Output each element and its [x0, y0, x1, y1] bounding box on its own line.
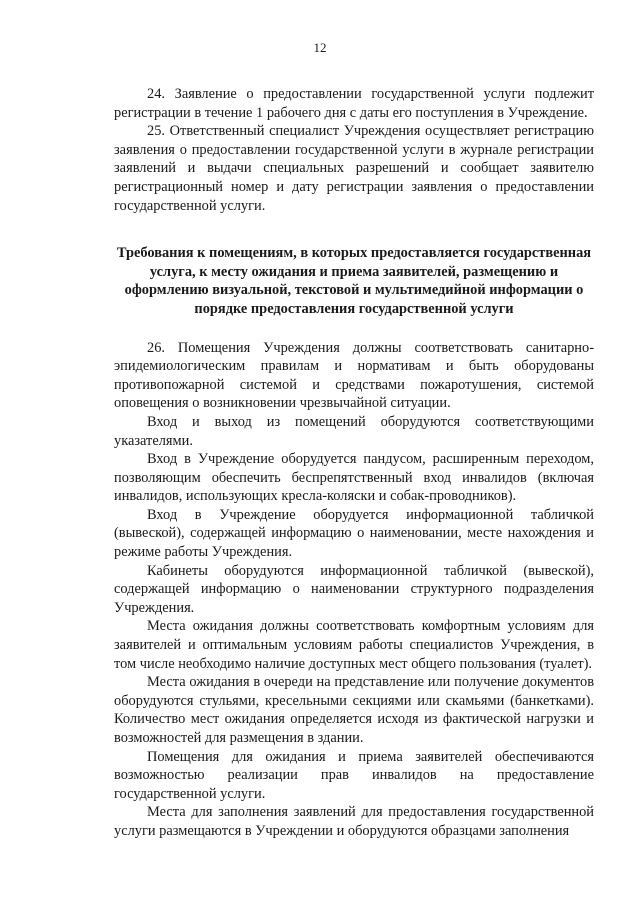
paragraph-entrance-sign-board: Вход в Учреждение оборудуется информационной табличкой (вывеской), содержащей информацию о наименовании, месте нахождения и режиме работы Учреждения.: [114, 506, 594, 561]
paragraph-form-filling-places: Места для заполнения заявлений для предоставления государственной услуги размещаются в Учреждении и оборудуются образцами заполнения: [114, 804, 594, 839]
paragraph-entrance-ramp: Вход в Учреждение оборудуется пандусом, расширенным переходом, позволяющим обеспечить беспрепятственный вход инвалидов (включая инвалидов, использующих кресла-коляски и собак-проводников).: [114, 451, 594, 505]
paragraph-24: 24. Заявление о предоставлении государственной услуги подлежит регистрации в течение 1 рабочего дня с даты его поступления в Учреждение.: [114, 86, 594, 121]
paragraph-25: 25. Ответственный специалист Учреждения осуществляет регистрацию заявления о предоставлении государственной услуги в журнале регистрации заявлений и выдачи специальных разрешений и сообщает заявителю регистрационный номер и дату регистрации заявления о предоставлении государственной услуги.: [114, 123, 594, 214]
paragraph-office-signs: Кабинеты оборудуются информационной табличкой (вывеской), содержащей информацию о наименовании структурного подразделения Учреждения.: [114, 562, 594, 616]
paragraph-entrance-signs: Вход и выход из помещений оборудуются соответствующими указателями.: [114, 413, 594, 449]
document-body: [114, 85, 594, 841]
paragraph-26: 26. Помещения Учреждения должны соответствовать санитарно-эпидемиологическим правилам и нормативам и быть оборудованы противопожарной системой и средствами пожаротушения, системой оповещения о возникновении чрезвычайной ситуации.: [114, 339, 594, 412]
paragraph-waiting-areas: Места ожидания должны соответствовать комфортным условиям для заявителей и оптимальным условиям работы специалистов Учреждения, в том числе необходимо наличие доступных мест общего пользования (туалет).: [114, 618, 594, 672]
page-number: 12: [313, 40, 327, 55]
paragraph-queue-seating: Места ожидания в очереди на представление или получение документов оборудуются стульями, кресельными секциями или скамьями (банкетками). Количество мест ожидания определяется исходя из фактической нагрузки и возможностей для размещения в здании.: [114, 674, 594, 746]
section-heading: Требования к помещениям, в которых предоставляется государственная услуга, к месту ожидания и приема заявителей, размещению и оформлению визуальной, текстовой и мультимедийной информации о порядке предоставления государственной услуги: [116, 245, 592, 317]
paragraph-disabled-access: Помещения для ожидания и приема заявителей обеспечиваются возможностью реализации прав инвалидов на предоставление государственной услуги.: [114, 748, 594, 802]
